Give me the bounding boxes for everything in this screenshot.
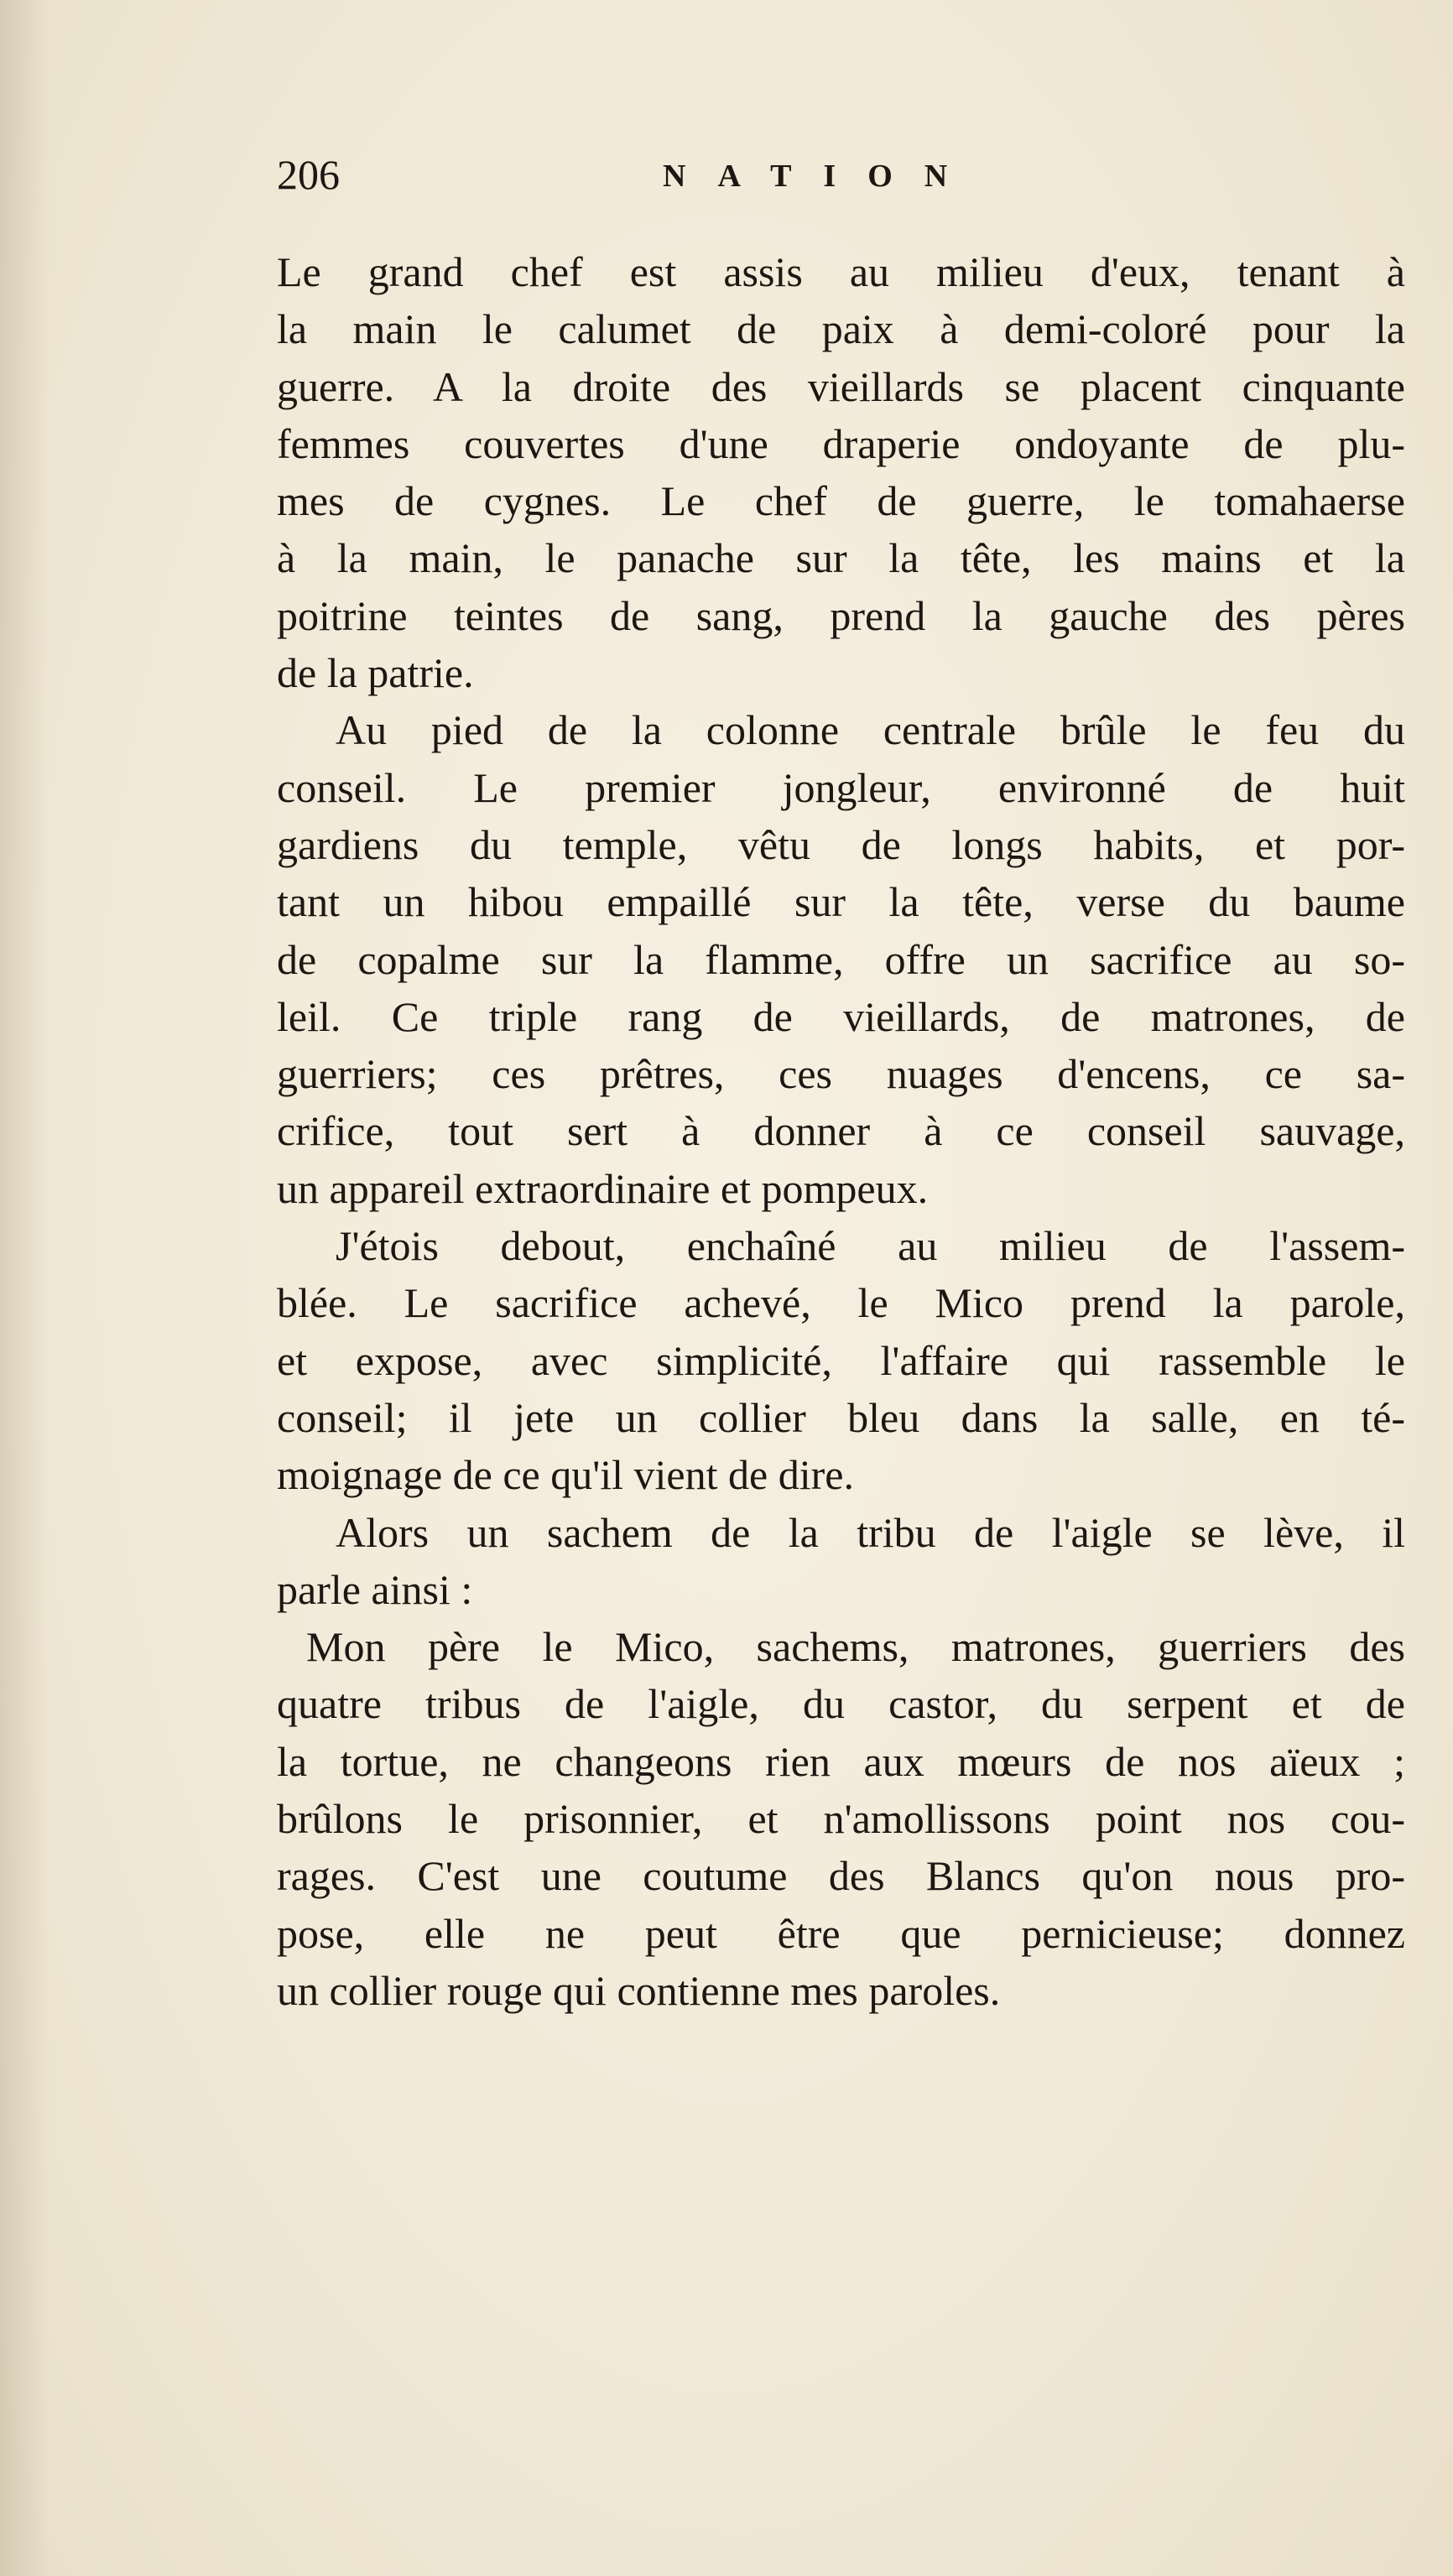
text-line: Mon père le Mico, sachems, matrones, guerriers des bbox=[306, 1623, 1405, 1671]
paragraph-4 bbox=[277, 1504, 1405, 1619]
running-head: NATION bbox=[663, 159, 980, 194]
body-text bbox=[277, 243, 1405, 2019]
text-line: la tortue, ne changeons rien aux mœurs de nos aïeux ; bbox=[277, 1737, 1405, 1785]
text-line: de la patrie. bbox=[277, 649, 474, 697]
text-line: à la main, le panache sur la tête, les mains et la bbox=[277, 534, 1405, 582]
text-line: crifice, tout sert à donner à ce conseil sauvage, bbox=[277, 1107, 1405, 1155]
text-line: de copalme sur la flamme, offre un sacrifice au so- bbox=[277, 935, 1405, 983]
text-line: Le grand chef est assis au milieu d'eux, tenant à bbox=[277, 248, 1405, 295]
text-line: conseil; il jete un collier bleu dans la salle, en té- bbox=[277, 1393, 1405, 1441]
paragraph-1 bbox=[277, 243, 1405, 701]
text-line: Au pied de la colonne centrale brûle le feu du bbox=[336, 706, 1405, 754]
text-line: J'étois debout, enchaîné au milieu de l'assem- bbox=[336, 1222, 1405, 1270]
text-line: rages. C'est une coutume des Blancs qu'on nous pro- bbox=[277, 1852, 1405, 1900]
text-line: Alors un sachem de la tribu de l'aigle se lève, il bbox=[336, 1508, 1405, 1556]
text-line: blée. Le sacrifice achevé, le Mico prend la parole, bbox=[277, 1279, 1405, 1327]
text-line: leil. Ce triple rang de vieillards, de matrones, de bbox=[277, 992, 1405, 1040]
text-line: gardiens du temple, vêtu de longs habits, et por- bbox=[277, 820, 1405, 868]
text-line: guerriers; ces prêtres, ces nuages d'encens, ce sa- bbox=[277, 1050, 1405, 1098]
gutter-shadow bbox=[0, 0, 50, 2576]
page-header bbox=[277, 149, 1200, 208]
text-line: parle ainsi : bbox=[277, 1565, 473, 1613]
text-line: et expose, avec simplicité, l'affaire qui rassemble le bbox=[277, 1336, 1405, 1384]
paragraph-5 bbox=[277, 1618, 1405, 2019]
text-line: brûlons le prisonnier, et n'amollissons point nos cou- bbox=[277, 1795, 1405, 1843]
text-line: moignage de ce qu'il vient de dire. bbox=[277, 1451, 854, 1499]
text-line: conseil. Le premier jongleur, environné de huit bbox=[277, 763, 1405, 811]
text-line: femmes couvertes d'une draperie ondoyante de plu- bbox=[277, 419, 1405, 467]
text-line: un appareil extraordinaire et pompeux. bbox=[277, 1164, 929, 1212]
text-line: poitrine teintes de sang, prend la gauche des pères bbox=[277, 591, 1405, 639]
text-line: quatre tribus de l'aigle, du castor, du serpent et de bbox=[277, 1680, 1405, 1728]
text-line: un collier rouge qui contienne mes paroles. bbox=[277, 1966, 1001, 2014]
text-line: guerre. A la droite des vieillards se placent cinquante bbox=[277, 362, 1405, 410]
text-line: la main le calumet de paix à demi-coloré pour la bbox=[277, 305, 1405, 353]
paragraph-2 bbox=[277, 701, 1405, 1217]
text-line: pose, elle ne peut être que pernicieuse; donnez bbox=[277, 1909, 1405, 1957]
paragraph-3 bbox=[277, 1217, 1405, 1503]
page-number: 206 bbox=[277, 151, 340, 198]
text-line: mes de cygnes. Le chef de guerre, le tomahaerse bbox=[277, 477, 1405, 525]
text-line: tant un hibou empaillé sur la tête, verse du baume bbox=[277, 878, 1405, 926]
